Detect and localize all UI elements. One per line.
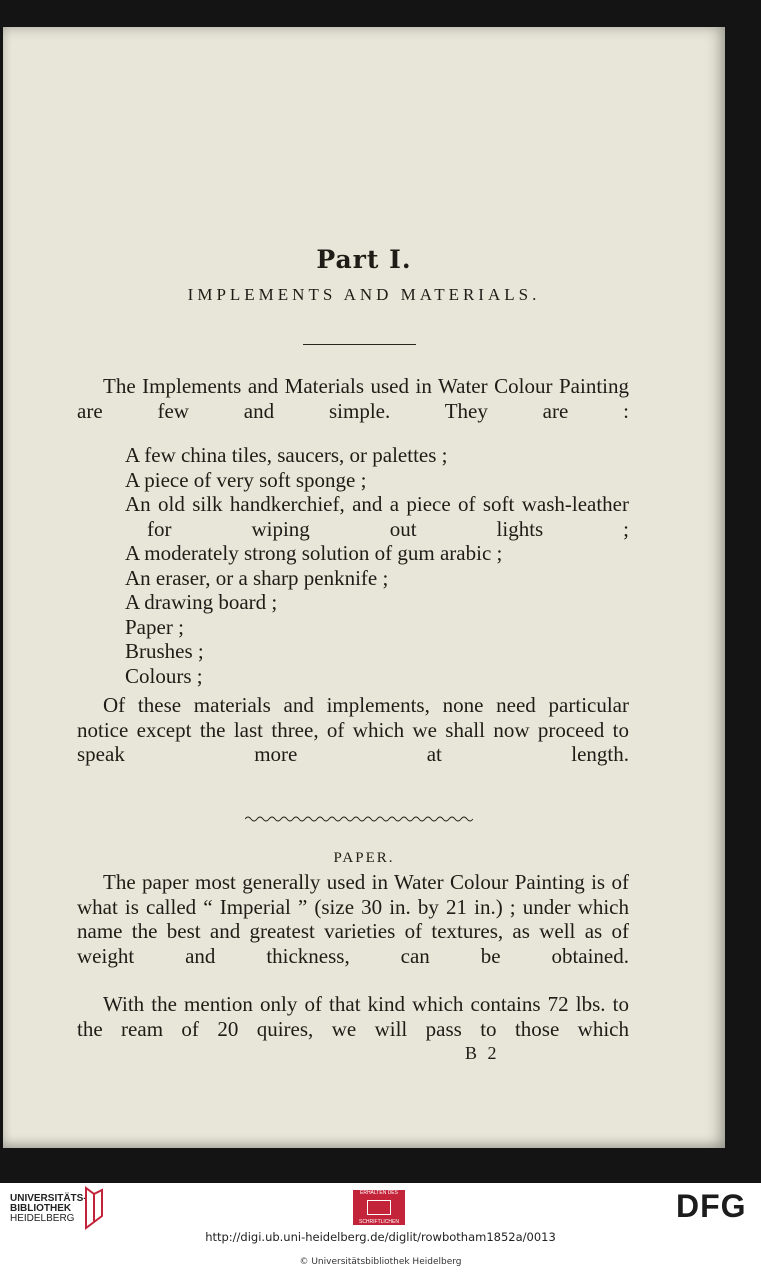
- paper-paragraph: The paper most generally used in Water Colour Painting is of what is called “ Imperial ” (size 30 in. by 21 in.) ; under which name the best and greatest varieties of textures, as well as of weight and thickness, can be obtained.: [77, 870, 629, 968]
- seal-text: ERHALTEN DES: [360, 1190, 398, 1196]
- signature-mark: B 2: [465, 1043, 500, 1063]
- institution-line: BIBLIOTHEK: [10, 1203, 72, 1214]
- list-item: Paper ;: [125, 614, 184, 639]
- materials-list: [125, 443, 629, 688]
- wave-ornament: [245, 814, 473, 824]
- list-item: Colours ;: [125, 663, 203, 688]
- seal-emblem: [367, 1200, 391, 1215]
- copyright-notice: © Universitätsbibliothek Heidelberg: [299, 1257, 462, 1267]
- title-rule: [303, 344, 416, 345]
- part-title: Part I.: [316, 245, 412, 274]
- list-item: A moderately strong solution of gum arabic ;: [125, 541, 503, 565]
- institution-line: HEIDELBERG: [10, 1213, 75, 1224]
- university-logo-icon: [80, 1186, 106, 1230]
- section-title: IMPLEMENTS AND MATERIALS.: [187, 285, 541, 304]
- dfg-logo: DFG: [676, 1188, 747, 1224]
- ream-paragraph: With the mention only of that kind which contains 72 lbs. to the ream of 20 quires, we will pass to those which: [77, 992, 629, 1041]
- institution-name: [10, 1194, 87, 1224]
- permalink[interactable]: http://digi.ub.uni-heidelberg.de/diglit/rowbotham1852a/0013: [205, 1230, 556, 1244]
- institution-line: UNIVERSITÄTS-: [10, 1193, 87, 1204]
- list-item: A piece of very soft sponge ;: [125, 467, 367, 492]
- paper-heading: PAPER.: [333, 850, 395, 866]
- list-item: An old silk handkerchief, and a piece of soft wash-leather for wiping out lights ;: [125, 492, 629, 541]
- book-page: [3, 27, 725, 1148]
- list-item: A drawing board ;: [125, 590, 278, 614]
- materials-paragraph: Of these materials and implements, none need particular notice except the last three, of which we shall now proceed to speak more at length.: [77, 693, 629, 766]
- intro-paragraph: The Implements and Materials used in Water Colour Painting are few and simple. They are :: [77, 374, 629, 423]
- seal-text: SCHRIFTLICHEN: [358, 1219, 399, 1225]
- list-item: A few china tiles, saucers, or palettes ;: [125, 443, 448, 467]
- list-item: An eraser, or a sharp penknife ;: [125, 565, 389, 590]
- heritage-seal-icon: [353, 1190, 405, 1225]
- list-item: Brushes ;: [125, 639, 204, 663]
